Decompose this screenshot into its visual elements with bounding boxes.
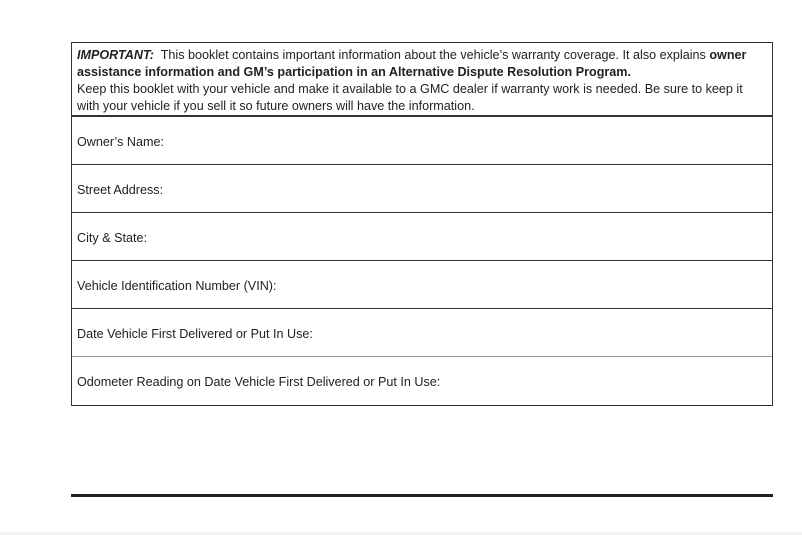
vin-field[interactable] xyxy=(72,261,772,309)
notice-paragraph-1 xyxy=(77,47,767,81)
important-notice xyxy=(72,43,772,117)
field-label: Date Vehicle First Delivered or Put In Use: xyxy=(77,326,313,341)
horizontal-rule xyxy=(71,494,773,497)
field-label: Owner’s Name: xyxy=(77,134,165,149)
owner-info-form xyxy=(71,42,773,406)
field-label: Street Address: xyxy=(77,182,164,197)
city-state-field[interactable] xyxy=(72,213,772,261)
field-label: Odometer Reading on Date Vehicle First Delivered or Put In Use: xyxy=(77,375,441,389)
notice-bold-text: owner assistance information and GM’s participation in an Alternative Dispute Resolution Program. xyxy=(77,48,747,79)
owner-name-field[interactable] xyxy=(72,117,772,165)
field-label: Vehicle Identification Number (VIN): xyxy=(77,278,277,293)
field-label: City & State: xyxy=(77,230,147,245)
delivery-date-field[interactable] xyxy=(72,309,772,357)
important-label: IMPORTANT: xyxy=(77,48,154,62)
odometer-reading-field[interactable] xyxy=(72,357,772,405)
street-address-field[interactable] xyxy=(72,165,772,213)
notice-text: This booklet contains important information about the vehicle’s warranty coverage. It also explains xyxy=(160,48,706,62)
notice-paragraph-2: Keep this booklet with your vehicle and make it available to a GMC dealer if warranty work is needed. Be sure to keep it with your vehicle if you sell it so future owners will have the information. xyxy=(77,82,743,113)
